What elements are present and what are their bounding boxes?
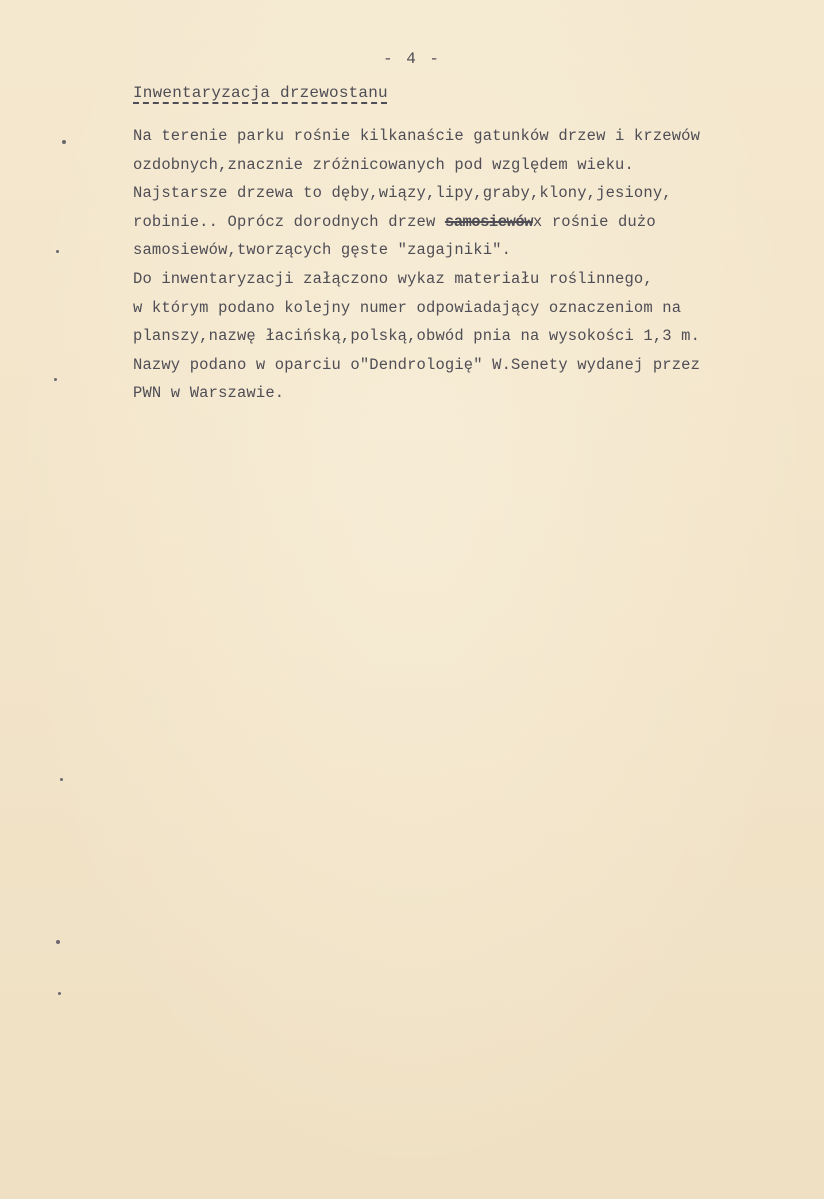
margin-mark: [62, 140, 66, 144]
page-number: - 4 -: [382, 50, 441, 68]
text-segment: x rośnie dużo: [532, 212, 656, 231]
margin-mark: [58, 992, 61, 995]
struck-out-word: samosiewów: [444, 212, 533, 231]
margin-mark: [54, 378, 57, 381]
text-line: Najstarsze drzewa to dęby,wiązy,lipy,graby,klony,jesiony,: [133, 184, 672, 203]
text-segment: robinie.. Oprócz dorodnych drzew: [133, 212, 445, 231]
margin-mark: [56, 250, 59, 253]
section-heading: Inwentaryzacja drzewostanu: [133, 84, 388, 102]
text-line: Na terenie parku rośnie kilkanaście gatunków drzew i krzewów: [133, 127, 701, 145]
body-paragraph: [133, 122, 793, 408]
text-line: PWN w Warszawie.: [133, 384, 285, 403]
text-line: [133, 208, 793, 237]
text-line: samosiewów,tworzących gęste "zagajniki".: [133, 241, 512, 260]
margin-mark: [60, 778, 63, 781]
text-line: planszy,nazwę łacińską,polską,obwód pnia na wysokości 1,3 m.: [133, 327, 701, 346]
text-line: Nazwy podano w oparciu o"Dendrologię" W.Senety wydanej przez: [133, 355, 701, 374]
text-line: Do inwentaryzacji załączono wykaz materiału roślinnego,: [133, 269, 653, 288]
text-line: w którym podano kolejny numer odpowiadający oznaczeniom na: [133, 298, 682, 317]
margin-mark: [56, 940, 60, 944]
text-line: ozdobnych,znacznie zróżnicowanych pod względem wieku.: [133, 155, 634, 174]
